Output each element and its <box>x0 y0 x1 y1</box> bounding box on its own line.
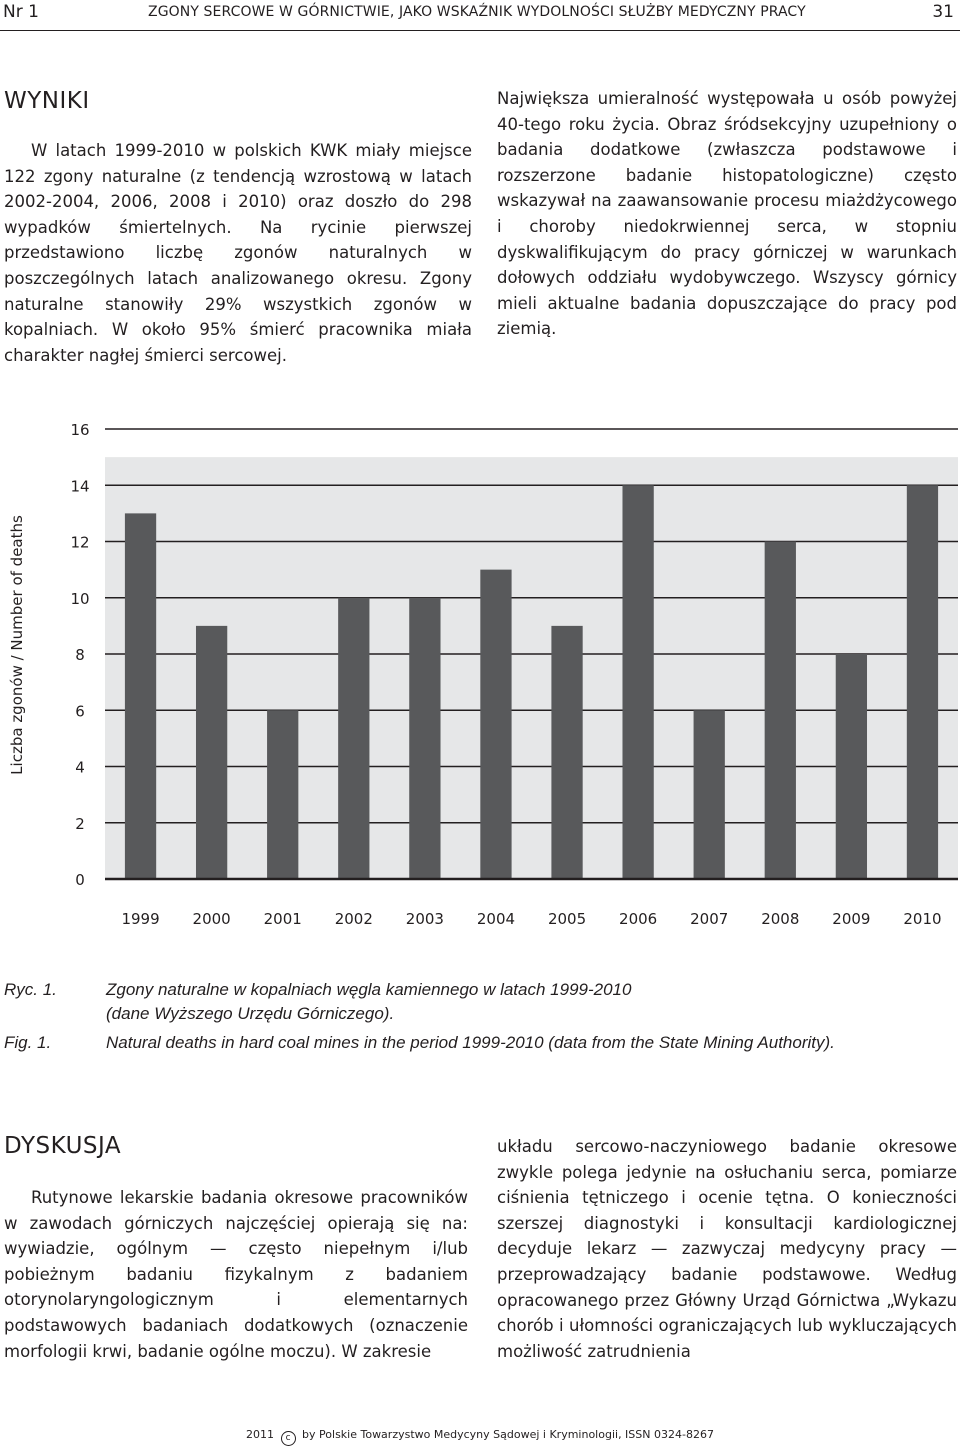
caption-label-pl: Ryc. 1. <box>4 980 57 999</box>
x-tick-label: 2004 <box>476 910 516 928</box>
bar <box>907 485 938 879</box>
y-tick-label: 10 <box>70 589 90 608</box>
bar <box>338 598 369 879</box>
bar <box>196 626 227 879</box>
discussion-paragraph-2: układu sercowo-naczyniowego badanie okresowe zwykle polega jedynie na osłuchaniu serca, pomiarze ciśnienia tętniczego i ocenie tętna. O konieczności szerszej diagnostyki i konsultacji kardiologicznej decyduje lekarz — zazwyczaj medycyny pracy — przeprowadzający badanie podstawowe. Według opracowanego przez Główny Urząd Górnictwa „Wykazu chorób i ułomności ograniczających lub wykluczających możliwość zatrudnienia <box>497 1137 957 1361</box>
x-tick-label: 2010 <box>903 910 942 928</box>
deaths-bar-chart <box>0 410 960 940</box>
discussion-heading: DYSKUSJA <box>4 1133 122 1159</box>
x-tick-label: 2009 <box>832 910 871 928</box>
caption-text-pl-line1: Zgony naturalne w kopalniach węgla kamiennego w latach 1999-2010 <box>106 980 632 999</box>
discussion-column-right <box>497 1134 957 1364</box>
issue-number: Nr 1 <box>3 2 39 22</box>
running-title: ZGONY SERCOWE W GÓRNICTWIE, JAKO WSKAŹNIK WYDOLNOŚCI SŁUŻBY MEDYCZNY PRACY <box>148 4 806 20</box>
y-axis-label: Liczba zgonów / Number of deaths <box>8 515 26 775</box>
results-column-left <box>4 138 472 368</box>
x-tick-label: 2008 <box>761 910 800 928</box>
footer-year: 2011 <box>246 1428 275 1441</box>
results-paragraph-1: W latach 1999-2010 w polskich KWK miały miejsce 122 zgony naturalne (z tendencją wzrostową w latach 2002-2004, 2006, 2008 i 2010) oraz doszło do 298 wypadków śmiertelnych. Na rycinie pierwszej przedstawiono liczbę zgonów naturalnych w poszczególnych latach analizowanego okresu. Zgony naturalne stanowiły 29% wszystkich zgonów w kopalniach. W około 95% śmierć pracownika miała charakter nagłej śmierci sercowej. <box>4 141 472 365</box>
x-tick-label: 2006 <box>619 910 658 928</box>
bar <box>551 626 582 879</box>
caption-label-en: Fig. 1. <box>4 1033 52 1052</box>
bar <box>125 513 156 879</box>
x-tick-label: 2005 <box>547 910 587 928</box>
caption-text-en: Natural deaths in hard coal mines in the period 1999-2010 (data from the State Mining Authority). <box>106 1033 835 1052</box>
bar <box>765 542 796 880</box>
y-tick-label: 4 <box>75 758 85 777</box>
x-tick-label: 2003 <box>405 910 444 928</box>
bar <box>409 598 440 879</box>
bar <box>480 570 511 879</box>
results-heading: WYNIKI <box>4 88 90 114</box>
discussion-paragraph-1: Rutynowe lekarskie badania okresowe pracowników w zawodach górniczych najczęściej opierają się na: wywiadzie, ogólnym — często niepełnym i/lub pobieżnym badaniu fizykalnym z badaniem otorynolaryngologicznym i elementarnych podstawowych badaniach dodatkowych (oznaczenie morfologii krwi, badanie ogólne moczu). W zakresie <box>4 1188 468 1361</box>
footer-text: by Polskie Towarzystwo Medycyny Sądowej i Kryminologii, ISSN 0324-8267 <box>302 1428 714 1441</box>
y-tick-label: 14 <box>70 477 90 496</box>
page-footer <box>0 1428 960 1446</box>
bar <box>267 710 298 879</box>
plot-area <box>70 421 958 928</box>
results-paragraph-2: Największa umieralność występowała u osób powyżej 40-tego roku życia. Obraz śródsekcyjny uzupełniony o badania dodatkowe (zwłaszcza podstawowe i rozszerzone badanie histopatologiczne) często wskazywał na zaawansowanie procesu miażdżycowego i choroby niedokrwiennej serca, w stopniu dyskwalifikującym do pracy górniczej w warunkach dołowych oddziału wydobywczego. Wszyscy górnicy mieli aktualne badania dopuszczające do pracy pod ziemią. <box>497 89 957 339</box>
caption-text-pl-line2: (dane Wyższego Urzędu Górniczego). <box>106 1004 395 1023</box>
y-tick-label: 0 <box>75 871 85 889</box>
discussion-column-left <box>4 1185 468 1364</box>
bar <box>694 710 725 879</box>
running-header <box>0 0 960 30</box>
bar <box>836 654 867 879</box>
y-tick-label: 16 <box>70 421 90 439</box>
bar <box>622 485 653 879</box>
y-tick-label: 2 <box>75 814 85 833</box>
header-rule <box>0 30 960 31</box>
figure-caption <box>0 978 960 1058</box>
copyright-icon: c <box>281 1431 296 1446</box>
y-tick-label: 6 <box>75 702 85 721</box>
page-number: 31 <box>932 2 954 22</box>
x-tick-label: 2000 <box>192 910 231 928</box>
x-tick-label: 1999 <box>121 910 160 928</box>
plot-background <box>105 457 958 879</box>
y-tick-label: 8 <box>75 646 85 664</box>
results-column-right <box>497 86 957 342</box>
x-tick-label: 2002 <box>334 910 373 928</box>
x-tick-label: 2001 <box>263 910 302 928</box>
y-tick-label: 12 <box>70 533 90 552</box>
x-tick-label: 2007 <box>690 910 729 928</box>
